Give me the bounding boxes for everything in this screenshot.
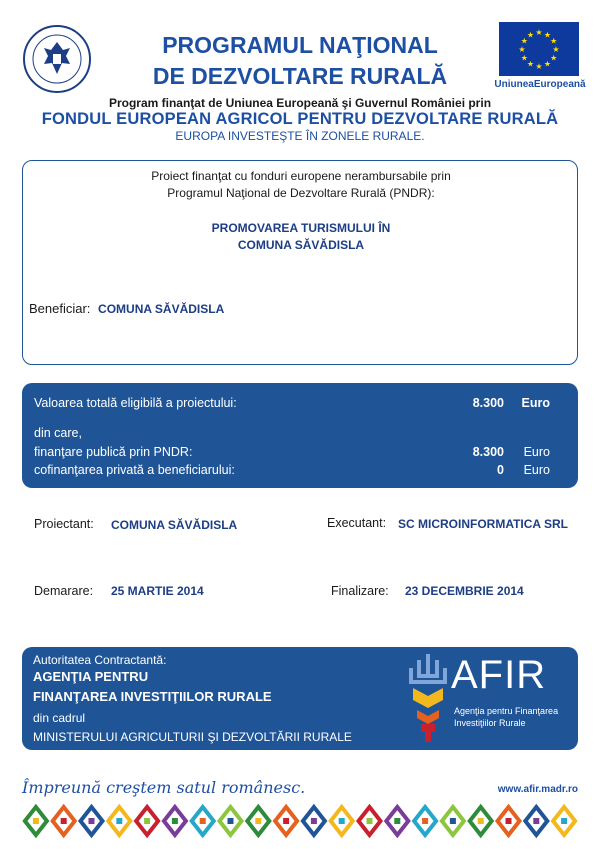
project-intro-line2: Programul Naţional de Dezvoltare Rurală (PNDR): bbox=[167, 186, 435, 200]
pattern-motif bbox=[53, 807, 75, 835]
beneficiary bbox=[29, 301, 224, 316]
pattern-motif bbox=[108, 807, 130, 835]
eu-star-icon: ★ bbox=[535, 28, 543, 37]
website-link[interactable]: www.afir.madr.ro bbox=[497, 784, 578, 795]
afir-logo-word: AFIR bbox=[451, 653, 547, 697]
eu-star-icon: ★ bbox=[520, 36, 528, 46]
authority-label: Autoritatea Contractantă: bbox=[33, 653, 167, 667]
eu-star-icon: ★ bbox=[526, 30, 535, 40]
pattern-motif bbox=[442, 807, 464, 835]
private-funding-label: cofinanţarea privată a beneficiarului: bbox=[34, 463, 235, 477]
authority-name-line2: FINANŢAREA INVESTIŢIILOR RURALE bbox=[33, 689, 272, 704]
pattern-motif bbox=[192, 807, 214, 835]
pattern-motif bbox=[164, 807, 186, 835]
romanian-government-seal-icon bbox=[22, 24, 92, 94]
funded-by-text: Program finanţat de Uniunea Europeană şi Guvernul României prin bbox=[108, 96, 492, 110]
pattern-motif bbox=[498, 807, 520, 835]
fund-subtitle: EUROPA INVESTEŞTE ÎN ZONELE RURALE. bbox=[175, 129, 425, 143]
pattern-motif bbox=[275, 807, 297, 835]
public-funding-row bbox=[34, 445, 564, 459]
eu-star-icon: ★ bbox=[520, 53, 528, 63]
main-title-line1: PROGRAMUL NAŢIONAL bbox=[162, 32, 438, 58]
designer-label: Proiectant: bbox=[34, 517, 94, 531]
pattern-motif bbox=[136, 807, 158, 835]
project-intro-line1: Proiect finanţat cu fonduri europene nerambursabile prin bbox=[151, 169, 451, 183]
afir-logo-icon bbox=[407, 652, 449, 744]
project-value-box bbox=[22, 383, 578, 488]
of-which-row bbox=[34, 426, 564, 440]
public-funding-currency: Euro bbox=[523, 445, 550, 459]
eu-star-icon: ★ bbox=[543, 30, 552, 40]
project-title bbox=[23, 220, 579, 254]
eu-star-icon: ★ bbox=[526, 59, 535, 69]
fund-name: FONDUL EUROPEAN AGRICOL PENTRU DEZVOLTARE RURALĂ bbox=[41, 110, 559, 128]
private-funding-row bbox=[34, 463, 564, 477]
authority-within: din cadrul bbox=[33, 711, 86, 725]
eu-star-icon: ★ bbox=[518, 45, 526, 54]
designer-value: COMUNA SĂVĂDISLA bbox=[111, 518, 238, 532]
main-title bbox=[100, 30, 500, 92]
afir-logo-subtitle-line1: Agenţia pentru Finanţarea bbox=[454, 706, 559, 716]
total-value-row bbox=[34, 396, 564, 410]
eu-star-icon: ★ bbox=[550, 36, 558, 46]
end-label: Finalizare: bbox=[331, 584, 389, 598]
total-value-amount: 8.300 bbox=[472, 396, 504, 410]
start-value: 25 MARTIE 2014 bbox=[111, 584, 204, 598]
pattern-motif bbox=[25, 807, 47, 835]
total-value-currency: Euro bbox=[521, 396, 550, 410]
pattern-motif bbox=[331, 807, 353, 835]
afir-logo-subtitle bbox=[454, 705, 574, 729]
beneficiary-label: Beneficiar: bbox=[29, 301, 91, 316]
eu-star-icon: ★ bbox=[543, 59, 552, 69]
pattern-motif bbox=[414, 807, 436, 835]
project-title-line1: PROMOVAREA TURISMULUI ÎN bbox=[211, 221, 391, 235]
main-title-line2: DE DEZVOLTARE RURALĂ bbox=[152, 63, 448, 89]
eu-label: UniuneaEuropeană bbox=[494, 79, 586, 90]
pattern-motif bbox=[359, 807, 381, 835]
public-funding-amount: 8.300 bbox=[472, 445, 504, 459]
authority-name-line1: AGENŢIA PENTRU bbox=[33, 669, 149, 684]
slogan: Împreună creştem satul românesc. bbox=[22, 778, 306, 797]
public-funding-label: finanţare publică prin PNDR: bbox=[34, 445, 193, 459]
executor-label: Executant: bbox=[327, 516, 387, 530]
afir-logo-subtitle-line2: Investiţiilor Rurale bbox=[454, 718, 526, 728]
start-label: Demarare: bbox=[34, 584, 94, 598]
eu-star-icon: ★ bbox=[552, 45, 560, 54]
project-box bbox=[22, 160, 578, 365]
of-which-label: din care, bbox=[34, 426, 82, 440]
total-value-label: Valoarea totală eligibilă a proiectului: bbox=[34, 396, 237, 410]
eu-star-icon: ★ bbox=[535, 62, 543, 71]
pattern-motif bbox=[303, 807, 325, 835]
pattern-motif bbox=[525, 807, 547, 835]
executor-value: SC MICROINFORMATICA SRL bbox=[398, 517, 568, 531]
project-title-line2: COMUNA SĂVĂDISLA bbox=[237, 238, 365, 252]
private-funding-amount: 0 bbox=[497, 463, 504, 477]
pattern-motif bbox=[247, 807, 269, 835]
project-intro bbox=[23, 168, 579, 202]
pattern-motif bbox=[470, 807, 492, 835]
decorative-pattern bbox=[22, 803, 578, 839]
eu-flag-icon bbox=[499, 22, 579, 76]
private-funding-currency: Euro bbox=[523, 463, 550, 477]
pattern-motif bbox=[553, 807, 575, 835]
ministry-name: MINISTERULUI AGRICULTURII ŞI DEZVOLTĂRII RURALE bbox=[33, 730, 352, 744]
pattern-motif bbox=[386, 807, 408, 835]
eu-star-icon: ★ bbox=[550, 53, 558, 63]
pattern-motif bbox=[220, 807, 242, 835]
beneficiary-value: COMUNA SĂVĂDISLA bbox=[98, 302, 225, 316]
end-value: 23 DECEMBRIE 2014 bbox=[405, 584, 524, 598]
contracting-authority-box bbox=[22, 647, 578, 750]
pattern-motif bbox=[81, 807, 103, 835]
